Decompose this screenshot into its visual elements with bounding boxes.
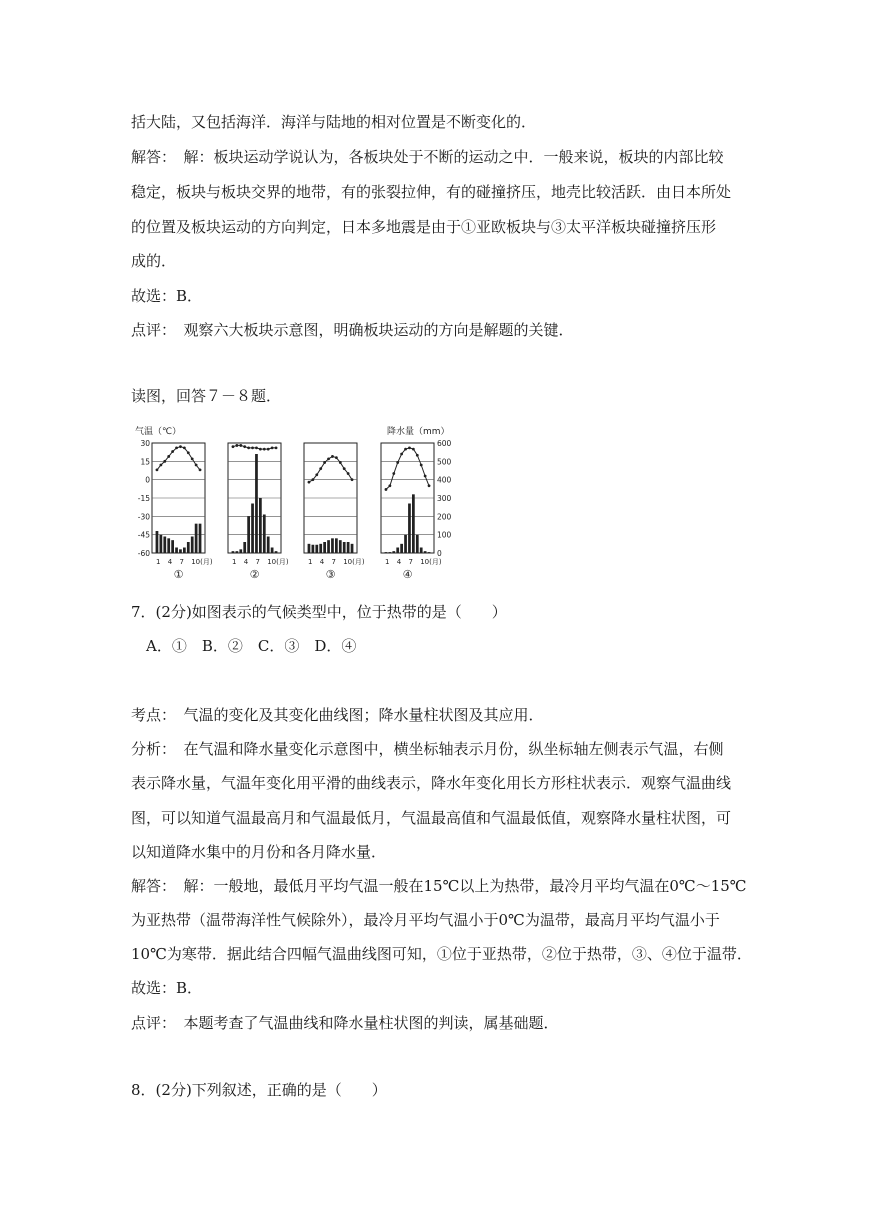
temperature-point xyxy=(243,445,246,448)
precipitation-tick-label: 600 xyxy=(437,439,452,448)
month-tick-label: 10(月) xyxy=(191,558,213,566)
climate-chart-figure xyxy=(135,423,475,589)
month-tick-label: 7 xyxy=(408,558,413,566)
precipitation-bar xyxy=(167,538,170,553)
question-8: 8．(2分)下列叙述，正确的是（ ） xyxy=(131,1081,387,1099)
climate-charts xyxy=(135,423,475,585)
comment-line: 点评： 观察六大板块示意图，明确板块运动的方向是解题的关键． xyxy=(131,321,574,339)
temperature-curve xyxy=(309,456,352,482)
key-point-line: 考点： 气温的变化及其变化曲线图；降水量柱状图及其应用． xyxy=(131,706,544,724)
precipitation-bar xyxy=(163,537,166,554)
precipitation-bar xyxy=(263,515,266,554)
temperature-point xyxy=(183,446,186,449)
temperature-point xyxy=(408,446,411,449)
temperature-point xyxy=(400,453,403,456)
panel-label: ④ xyxy=(402,568,413,581)
precipitation-tick-label: 300 xyxy=(437,494,452,503)
precipitation-bar xyxy=(389,552,392,553)
temperature-point xyxy=(255,446,258,449)
precipitation-tick-label: 200 xyxy=(437,512,452,522)
temperature-axis-title: 气温（℃） xyxy=(135,427,182,437)
precipitation-bar xyxy=(400,544,403,553)
text-line: 表示降水量，气温年变化用平滑的曲线表示，降水年变化用长方形柱状表示．观察气温曲线 xyxy=(131,774,732,792)
temperature-point xyxy=(351,478,354,481)
temperature-point xyxy=(388,484,391,487)
precipitation-bar xyxy=(160,535,163,553)
precipitation-bar xyxy=(327,540,330,553)
month-tick-label: 10(月) xyxy=(420,558,442,566)
temperature-point xyxy=(267,448,270,451)
temperature-point xyxy=(275,446,278,449)
temperature-point xyxy=(251,446,254,449)
precipitation-axis-title: 降水量（mm） xyxy=(387,427,450,437)
month-tick-label: 4 xyxy=(167,558,173,566)
temperature-point xyxy=(311,478,314,481)
precipitation-bar xyxy=(175,548,178,554)
precipitation-bar xyxy=(191,537,194,554)
month-tick-label: 10(月) xyxy=(343,558,365,566)
month-tick-label: 1 xyxy=(384,558,390,566)
temperature-point xyxy=(199,468,202,471)
precipitation-bar xyxy=(199,524,202,553)
precipitation-bar xyxy=(416,535,419,553)
precipitation-bar xyxy=(408,504,411,554)
precipitation-bar xyxy=(412,494,415,553)
temperature-point xyxy=(171,450,174,453)
temperature-curve xyxy=(386,448,429,490)
month-tick-label: 4 xyxy=(243,558,249,566)
temperature-point xyxy=(416,454,419,457)
question-7: 7．(2分)如图表示的气候类型中，位于热带的是（ ） xyxy=(131,603,507,621)
precipitation-bar xyxy=(347,542,350,553)
precipitation-bar xyxy=(351,544,354,553)
text-line: 稳定，板块与板块交界的地带，有的张裂拉伸，有的碰撞挤压，地壳比较活跃．由日本所处 xyxy=(131,183,732,201)
precipitation-bar xyxy=(308,544,311,553)
temperature-tick-label: -60 xyxy=(137,549,150,558)
temperature-tick-label: -15 xyxy=(137,494,150,503)
precipitation-bar xyxy=(420,548,423,554)
precipitation-bar xyxy=(275,551,278,553)
precipitation-bar xyxy=(251,504,254,554)
temperature-point xyxy=(335,456,338,459)
temperature-point xyxy=(232,445,235,448)
precipitation-bar xyxy=(343,542,346,553)
text-line: 括大陆，又包括海洋．海洋与陆地的相对位置是不断变化的． xyxy=(131,113,537,131)
temperature-point xyxy=(424,475,427,478)
temperature-point xyxy=(167,455,170,458)
answer-line: 解答： 解：一般地，最低月平均气温一般在15℃以上为热带，最冷月平均气温在0℃～15℃ xyxy=(131,877,747,895)
temperature-point xyxy=(271,446,274,449)
precipitation-bar xyxy=(385,552,388,553)
text-line: 以知道降水集中的月份和各月降水量． xyxy=(131,843,387,861)
precipitation-bar xyxy=(156,531,159,553)
month-tick-label: 10(月) xyxy=(267,558,289,566)
text-line: 的位置及板块运动的方向判定，日本多地震是由于①亚欧板块与③太平洋板块碰撞挤压形 xyxy=(131,218,717,236)
precipitation-bar xyxy=(195,524,198,553)
temperature-point xyxy=(156,468,159,471)
precipitation-bar xyxy=(183,548,186,554)
temperature-point xyxy=(331,455,334,458)
temperature-point xyxy=(385,488,388,491)
temperature-point xyxy=(347,472,350,475)
temperature-point xyxy=(428,484,431,487)
text-line: 图，可以知道气温最高月和气温最低月，气温最高值和气温最低值，观察降水量柱状图，可 xyxy=(131,809,732,827)
temperature-point xyxy=(323,461,326,464)
temperature-tick-label: 15 xyxy=(140,457,150,467)
precipitation-bar xyxy=(232,551,235,553)
month-tick-label: 1 xyxy=(307,558,313,566)
panel-label: ① xyxy=(173,568,184,581)
precipitation-bar xyxy=(247,516,250,553)
temperature-point xyxy=(187,451,190,454)
temperature-point xyxy=(263,448,266,451)
text-line: 为亚热带（温带海洋性气候除外），最冷月平均气温小于0℃为温带，最高月平均气温小于 xyxy=(131,911,720,929)
temperature-tick-label: 0 xyxy=(145,475,150,485)
temperature-tick-label: -45 xyxy=(137,530,150,540)
temperature-point xyxy=(392,472,395,475)
temperature-point xyxy=(239,444,242,447)
precipitation-tick-label: 500 xyxy=(437,457,452,467)
precipitation-tick-label: 400 xyxy=(437,475,452,485)
precipitation-bar xyxy=(323,542,326,553)
temperature-point xyxy=(327,457,330,460)
precipitation-bar xyxy=(259,498,262,553)
precipitation-bar xyxy=(315,545,318,553)
comment-line: 点评： 本题考查了气温曲线和降水量柱状图的判读，属基础题． xyxy=(131,1014,559,1032)
month-tick-label: 4 xyxy=(319,558,325,566)
precipitation-bar xyxy=(335,538,338,553)
temperature-point xyxy=(339,461,342,464)
precipitation-tick-label: 0 xyxy=(437,549,442,558)
precipitation-bar xyxy=(236,551,239,553)
precipitation-bar xyxy=(339,540,342,553)
precipitation-bar xyxy=(255,454,258,553)
analysis-line: 分析： 在气温和降水量变化示意图中，横坐标轴表示月份，纵坐标轴左侧表示气温，右侧 xyxy=(131,740,724,758)
temperature-point xyxy=(191,457,194,460)
month-tick-label: 7 xyxy=(179,558,184,566)
temperature-point xyxy=(179,445,182,448)
precipitation-bar xyxy=(271,548,274,554)
precipitation-bar xyxy=(243,542,246,553)
precipitation-bar xyxy=(187,542,190,553)
temperature-point xyxy=(404,448,407,451)
temperature-tick-label: -30 xyxy=(137,512,150,522)
precipitation-bar xyxy=(171,540,174,553)
instruction-line: 读图，回答７－８题． xyxy=(131,387,282,405)
precipitation-bar xyxy=(404,535,407,553)
month-tick-label: 7 xyxy=(255,558,260,566)
temperature-tick-label: 30 xyxy=(140,439,150,448)
temperature-point xyxy=(420,464,423,467)
choice-line: 故选：B． xyxy=(131,287,203,305)
precipitation-bar xyxy=(331,538,334,553)
text-line: 成的． xyxy=(131,252,177,270)
temperature-point xyxy=(163,460,166,463)
temperature-point xyxy=(396,461,399,464)
temperature-curve xyxy=(233,445,276,449)
choice-line: 故选：B． xyxy=(131,979,203,997)
month-tick-label: 1 xyxy=(155,558,161,566)
temperature-point xyxy=(175,446,178,449)
temperature-point xyxy=(343,467,346,470)
precipitation-bar xyxy=(319,544,322,553)
precipitation-bar xyxy=(396,548,399,554)
panel-label: ② xyxy=(249,568,260,581)
temperature-point xyxy=(247,446,250,449)
question-7-options: A．① B．② C．③ D．④ xyxy=(131,637,357,655)
temperature-point xyxy=(235,444,238,447)
precipitation-bar xyxy=(424,551,427,553)
temperature-point xyxy=(195,464,198,467)
temperature-point xyxy=(259,448,262,451)
text-line: 10℃为寒带．据此结合四幅气温曲线图可知，①位于亚热带，②位于热带，③、④位于温带． xyxy=(131,945,752,963)
precipitation-bar xyxy=(267,537,270,554)
temperature-curve xyxy=(157,447,200,470)
panel-label: ③ xyxy=(325,568,336,581)
temperature-point xyxy=(315,473,318,476)
precipitation-bar xyxy=(312,545,315,553)
precipitation-bar xyxy=(392,551,395,553)
temperature-point xyxy=(319,467,322,470)
month-tick-label: 1 xyxy=(231,558,237,566)
temperature-point xyxy=(159,464,162,467)
temperature-point xyxy=(412,448,415,451)
precipitation-bar xyxy=(179,549,182,553)
precipitation-bar xyxy=(239,549,242,553)
answer-line: 解答： 解：板块运动学说认为，各板块处于不断的运动之中．一般来说，板块的内部比较 xyxy=(131,148,724,166)
month-tick-label: 7 xyxy=(331,558,336,566)
temperature-point xyxy=(308,481,311,484)
precipitation-bar xyxy=(428,552,431,553)
month-tick-label: 4 xyxy=(396,558,402,566)
precipitation-tick-label: 100 xyxy=(437,530,452,540)
